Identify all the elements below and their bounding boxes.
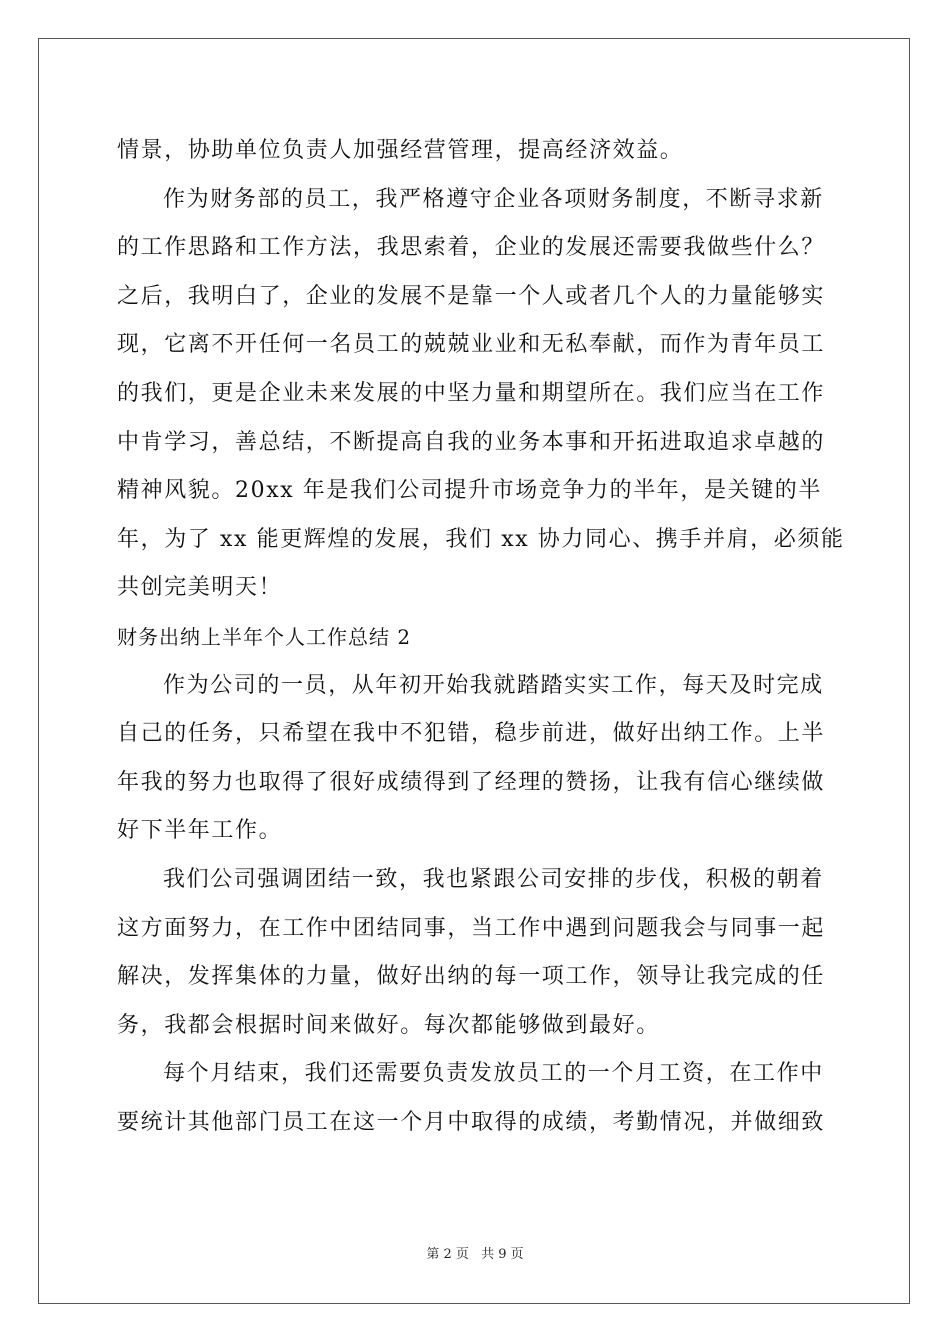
text-line: 中肯学习，善总结，不断提高自我的业务本事和开拓进取追求卓越的 <box>117 429 826 455</box>
document-body <box>117 127 845 1147</box>
text-line: 共创完美明天！ <box>117 575 283 601</box>
current-page-label: 第 2 页 <box>426 1247 469 1262</box>
text-line: 的我们，更是企业未来发展的中坚力量和期望所在。我们应当在工作 <box>117 380 826 406</box>
total-pages-label: 共 9 页 <box>481 1247 524 1262</box>
text-line: 的工作思路和工作方法，我思索着，企业的发展还需要我做些什么？ <box>117 235 826 261</box>
text-line: 自己的任务，只希望在我中不犯错，稳步前进，做好出纳工作。上半 <box>117 721 826 747</box>
text-line: 每个月结束，我们还需要负责发放员工的一个月工资，在工作中 <box>163 1061 824 1087</box>
text-line: 之后，我明白了，企业的发展不是靠一个人或者几个人的力量能够实 <box>117 283 826 309</box>
page-footer <box>0 1243 950 1262</box>
text-line: 年我的努力也取得了很好成绩得到了经理的赞扬，让我有信心继续做 <box>117 769 826 795</box>
text-line: 现，它离不开任何一名员工的兢兢业业和无私奉献，而作为青年员工 <box>117 332 826 358</box>
text-line: 务，我都会根据时间来做好。每次都能够做到最好。 <box>117 1012 660 1038</box>
text-line: 好下半年工作。 <box>117 818 283 844</box>
text-line: 年，为了 xx 能更辉煌的发展，我们 xx 协力同心、携手并肩，必须能 <box>117 526 845 552</box>
text-line: 我们公司强调团结一致，我也紧跟公司安排的步伐，积极的朝着 <box>163 866 824 892</box>
section-heading: 财务出纳上半年个人工作总结 2 <box>117 624 412 649</box>
text-line: 解决，发挥集体的力量，做好出纳的每一项工作，领导让我完成的任 <box>117 964 826 990</box>
text-line: 要统计其他部门员工在这一个月中取得的成绩，考勤情况，并做细致 <box>117 1109 826 1135</box>
text-line: 精神风貌。20xx 年是我们公司提升市场竞争力的半年，是关键的半 <box>117 478 823 504</box>
text-line: 这方面努力，在工作中团结同事，当工作中遇到问题我会与同事一起 <box>117 915 826 941</box>
text-line: 作为公司的一员，从年初开始我就踏踏实实工作，每天及时完成 <box>163 672 824 698</box>
text-line: 情景，协助单位负责人加强经营管理，提高经济效益。 <box>117 138 684 163</box>
text-line: 作为财务部的员工，我严格遵守企业各项财务制度，不断寻求新 <box>163 186 824 212</box>
